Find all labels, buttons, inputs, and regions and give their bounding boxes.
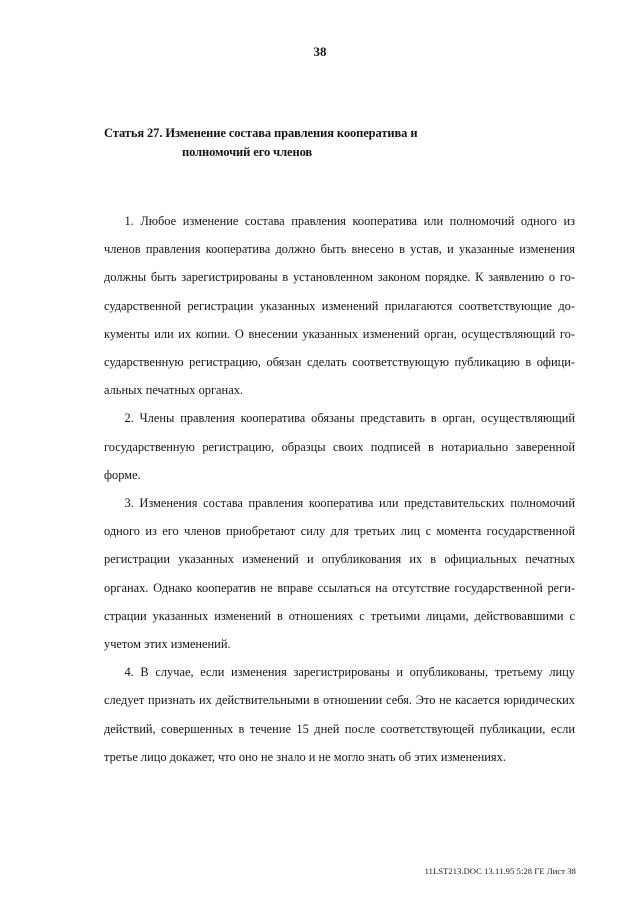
article-heading-line-1: Статья 27. Изменение состава правления кооператива и (104, 126, 418, 140)
page-number: 38 (313, 44, 327, 59)
paragraph-2: 2. Члены правления кооператива обязаны представить в орган, осуществляющий государственную регистрацию, образцы своих подписей в нотариально заверенной форме. (104, 411, 575, 482)
article-body (104, 207, 575, 771)
article-heading-line-2: полномочий его членов (182, 145, 313, 159)
page-footer: 11LST213.DOC 13.11.95 5:28 ГЕ Лист 38 (424, 866, 576, 876)
paragraph-3: 3. Изменения состава правления кооператива или представительских полномочий одного из его членов приобретают силу для третьих лиц с момента государственной регистрации указанных изменений и опубликования их в официальных печатных органах. Однако кооператив не вправе ссылаться на отсутствие государственной регистрации указанных изменений в отношениях с третьими лицами, действовавшими с учетом этих изменений. (104, 496, 575, 652)
article-heading (104, 124, 574, 162)
paragraph-4: 4. В случае, если изменения зарегистрированы и опубликованы, третьему лицу следует признать их действительными в отношении себя. Это не касается юридических действий, совершенных в течение 15 дней после соответствующей публикации, если третье лицо докажет, что оно не знало и не могло знать об этих изменениях. (104, 665, 575, 764)
paragraph-1: 1. Любое изменение состава правления кооператива или полномочий одного из членов правления кооператива должно быть внесено в устав, и указанные изменения должны быть зарегистрированы в установленном законом порядке. К заявлению о государственной регистрации указанных изменений прилагаются соответствующие документы или их копии. О внесении указанных изменений орган, осуществляющий государственную регистрацию, обязан сделать соответствующую публикацию в официальных печатных органах. (104, 214, 575, 398)
